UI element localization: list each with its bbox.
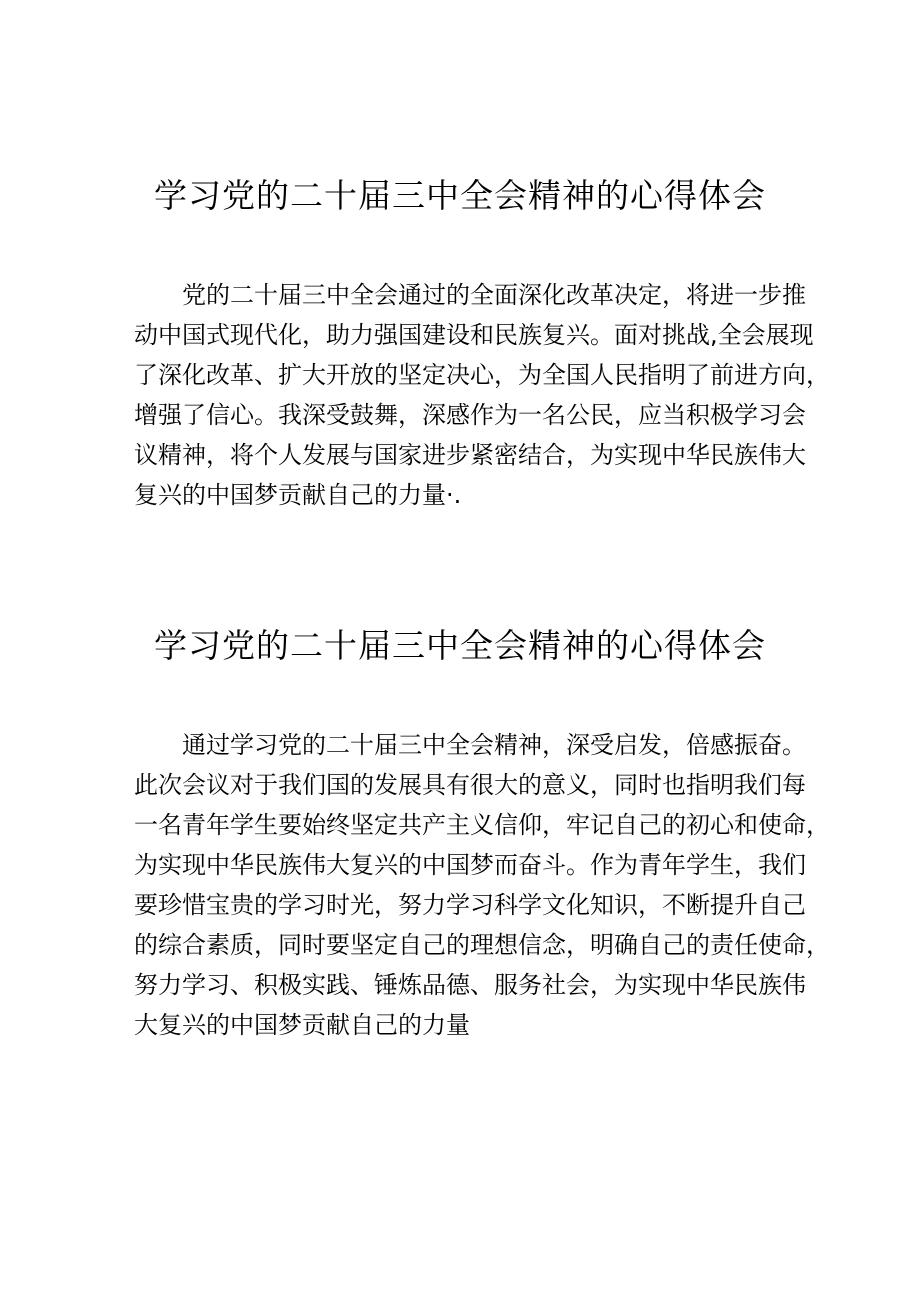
section-paragraph xyxy=(134,275,830,515)
paragraph-line: 通过学习党的二十届三中全会精神，深受启发，倍感振奋。 xyxy=(182,731,806,759)
paragraph-line: 此次会议对于我们国的发展具有很大的意义，同时也指明我们每 xyxy=(134,771,806,799)
paragraph-line: 的综合素质，同时要坚定自己的理想信念，明确自己的责任使命， xyxy=(134,931,830,959)
paragraph-line: 大复兴的中国梦贡献自己的力量 xyxy=(134,1011,470,1039)
section-title: 学习党的二十届三中全会精神的心得体会 xyxy=(154,626,766,665)
paragraph-line: 一名青年学生要始终坚定共产主义信仰，牢记自己的初心和使命， xyxy=(134,811,830,839)
paragraph-line: 了深化改革、扩大开放的坚定决心，为全国人民指明了前进方向， xyxy=(134,361,830,389)
paragraph-line: 为实现中华民族伟大复兴的中国梦而奋斗。作为青年学生，我们 xyxy=(134,851,806,879)
paragraph-line: 要珍惜宝贵的学习时光，努力学习科学文化知识，不断提升自己 xyxy=(134,891,806,919)
section-paragraph xyxy=(134,725,830,1045)
paragraph-line: 动中国式现代化，助力强国建设和民族复兴。面对挑战,全会展现 xyxy=(134,321,814,349)
paragraph-line: 复兴的中国梦贡献自己的力量·. xyxy=(134,481,462,509)
paragraph-line: 增强了信心。我深受鼓舞，深感作为一名公民，应当积极学习会 xyxy=(134,401,806,429)
paragraph-line: 议精神，将个人发展与国家进步紧密结合，为实现中华民族伟大 xyxy=(134,441,806,469)
section-title: 学习党的二十届三中全会精神的心得体会 xyxy=(154,176,766,215)
paragraph-line: 努力学习、积极实践、锤炼品德、服务社会，为实现中华民族伟 xyxy=(134,971,806,999)
paragraph-line: 党的二十届三中全会通过的全面深化改革决定，将进一步推 xyxy=(182,281,806,309)
